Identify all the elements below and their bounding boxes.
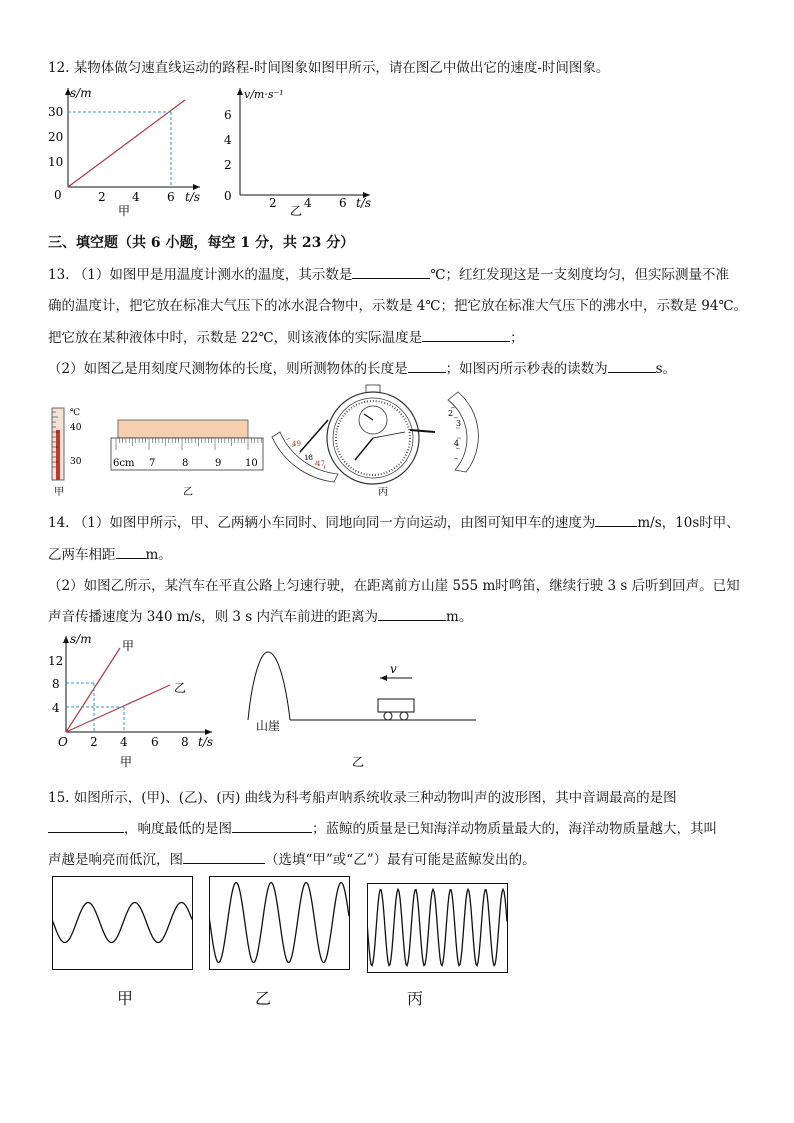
waveform-label-jia: 甲 bbox=[117, 989, 134, 1008]
svg-text:4: 4 bbox=[120, 735, 128, 749]
q13-line3: 把它放在某种液体中时，示数是 22℃，则该液体的实际温度是 ； bbox=[48, 326, 524, 346]
q14-graph bbox=[42, 630, 222, 770]
svg-text:7: 7 bbox=[149, 458, 156, 469]
svg-text:10: 10 bbox=[245, 458, 258, 469]
svg-text:12: 12 bbox=[48, 654, 64, 668]
q12-graph-yi bbox=[218, 82, 388, 217]
svg-text:4: 4 bbox=[52, 701, 60, 715]
svg-text:乙: 乙 bbox=[290, 204, 303, 217]
waveform-yi bbox=[209, 876, 351, 972]
svg-text:4: 4 bbox=[304, 196, 312, 210]
svg-text:丙: 丙 bbox=[378, 487, 388, 498]
svg-text:甲: 甲 bbox=[118, 204, 131, 217]
svg-text:47: 47 bbox=[316, 460, 325, 468]
svg-text:8: 8 bbox=[181, 735, 189, 749]
ruler-figure bbox=[108, 415, 268, 500]
waveform-label-yi: 乙 bbox=[255, 989, 272, 1008]
svg-text:山崖: 山崖 bbox=[256, 719, 281, 733]
waveform-jia bbox=[52, 876, 194, 972]
svg-text:t/s: t/s bbox=[185, 190, 201, 204]
q13-line1: 13. （1）如图甲是用温度计测水的温度，其示数是 ℃；红红发现这是一支刻度均匀，但实际测量不准 bbox=[48, 263, 729, 283]
q15-line2: ，响度最低的是图 ；蓝鲸的质量是已知海洋动物质量最大的，海洋动物质量越大，其叫 bbox=[48, 817, 717, 837]
ylabel: s/m bbox=[70, 86, 92, 100]
svg-text:2: 2 bbox=[90, 735, 98, 749]
q12-text: 12. 某物体做匀速直线运动的路程-时间图象如图甲所示，请在图乙中做出它的速度-时间图象。 bbox=[48, 60, 610, 76]
svg-text:乙: 乙 bbox=[174, 681, 187, 695]
svg-text:2: 2 bbox=[269, 196, 277, 210]
svg-text:乙: 乙 bbox=[183, 487, 193, 498]
st-line bbox=[68, 100, 185, 187]
svg-text:3: 3 bbox=[456, 419, 462, 428]
svg-text:v/m·s⁻¹: v/m·s⁻¹ bbox=[244, 88, 284, 101]
svg-text:18: 18 bbox=[304, 454, 313, 462]
svg-text:0: 0 bbox=[54, 188, 62, 202]
cliff-car-scene bbox=[240, 640, 485, 770]
svg-text:2: 2 bbox=[224, 158, 232, 172]
svg-text:甲: 甲 bbox=[120, 755, 133, 769]
svg-text:4: 4 bbox=[454, 439, 460, 448]
svg-text:6: 6 bbox=[339, 196, 347, 210]
svg-text:2: 2 bbox=[448, 409, 454, 418]
svg-text:O: O bbox=[58, 735, 68, 749]
waveform-label-bing: 丙 bbox=[407, 989, 424, 1008]
svg-text:2: 2 bbox=[98, 190, 106, 204]
svg-text:20: 20 bbox=[48, 130, 64, 144]
svg-text:49: 49 bbox=[292, 440, 301, 448]
q14-line3: （2）如图乙所示，某汽车在平直公路上匀速行驶，在距离前方山崖 555 m时鸣笛，继续行驶 3 s 后听到回声。已知 bbox=[48, 578, 740, 594]
svg-text:8: 8 bbox=[52, 677, 60, 691]
svg-text:t/s: t/s bbox=[356, 196, 372, 210]
svg-text:30: 30 bbox=[48, 105, 64, 119]
q13-line4: （2）如图乙是用刻度尺测物体的长度，则所测物体的长度是 ；如图丙所示秒表的读数为 s。 bbox=[48, 357, 676, 377]
svg-text:t/s: t/s bbox=[198, 735, 214, 749]
svg-text:乙: 乙 bbox=[352, 755, 365, 769]
svg-text:0: 0 bbox=[224, 189, 232, 203]
q15-line3: 声越是响亮而低沉，图 （选填“甲”或“乙”）最有可能是蓝鲸发出的。 bbox=[48, 848, 536, 868]
q15-line1: 15. 如图所示，(甲)、(乙)、(丙) 曲线为科考船声呐系统收录三种动物叫声的波形图，其中音调最高的是图 bbox=[48, 790, 677, 806]
svg-text:30: 30 bbox=[70, 457, 82, 467]
waveform-bing bbox=[367, 883, 509, 975]
svg-text:6cm: 6cm bbox=[113, 458, 135, 469]
svg-text:4: 4 bbox=[132, 190, 140, 204]
thermometer-figure bbox=[40, 400, 100, 500]
section-title: 三、填空题（共 6 小题，每空 1 分，共 23 分） bbox=[48, 235, 355, 251]
svg-text:9: 9 bbox=[215, 458, 222, 469]
svg-text:v: v bbox=[390, 662, 397, 676]
svg-text:8: 8 bbox=[182, 458, 189, 469]
svg-text:甲: 甲 bbox=[54, 487, 64, 498]
q14-line1: 14. （1）如图甲所示，甲、乙两辆小车同时、同地向同一方向运动，由图可知甲车的速度为 m/s，10s时甲、 bbox=[48, 511, 740, 531]
q14-line2: 乙两车相距 m。 bbox=[48, 543, 172, 563]
q14-line4: 声音传播速度为 340 m/s，则 3 s 内汽车前进的距离为 m。 bbox=[48, 605, 472, 625]
svg-text:s/m: s/m bbox=[70, 632, 92, 646]
svg-text:40: 40 bbox=[70, 423, 82, 433]
svg-text:甲: 甲 bbox=[122, 639, 135, 653]
q13-line2: 确的温度计，把它放在标准大气压下的冰水混合物中，示数是 4℃；把它放在标准大气压下的沸水中，示数是 94℃。 bbox=[48, 298, 748, 314]
svg-text:10: 10 bbox=[48, 155, 64, 169]
svg-text:6: 6 bbox=[167, 190, 175, 204]
svg-text:6: 6 bbox=[151, 735, 159, 749]
svg-text:4: 4 bbox=[224, 133, 232, 147]
svg-text:6: 6 bbox=[224, 108, 232, 122]
q12-graph-jia bbox=[40, 82, 210, 217]
stopwatch-figure bbox=[270, 380, 485, 500]
svg-text:℃: ℃ bbox=[70, 408, 81, 418]
